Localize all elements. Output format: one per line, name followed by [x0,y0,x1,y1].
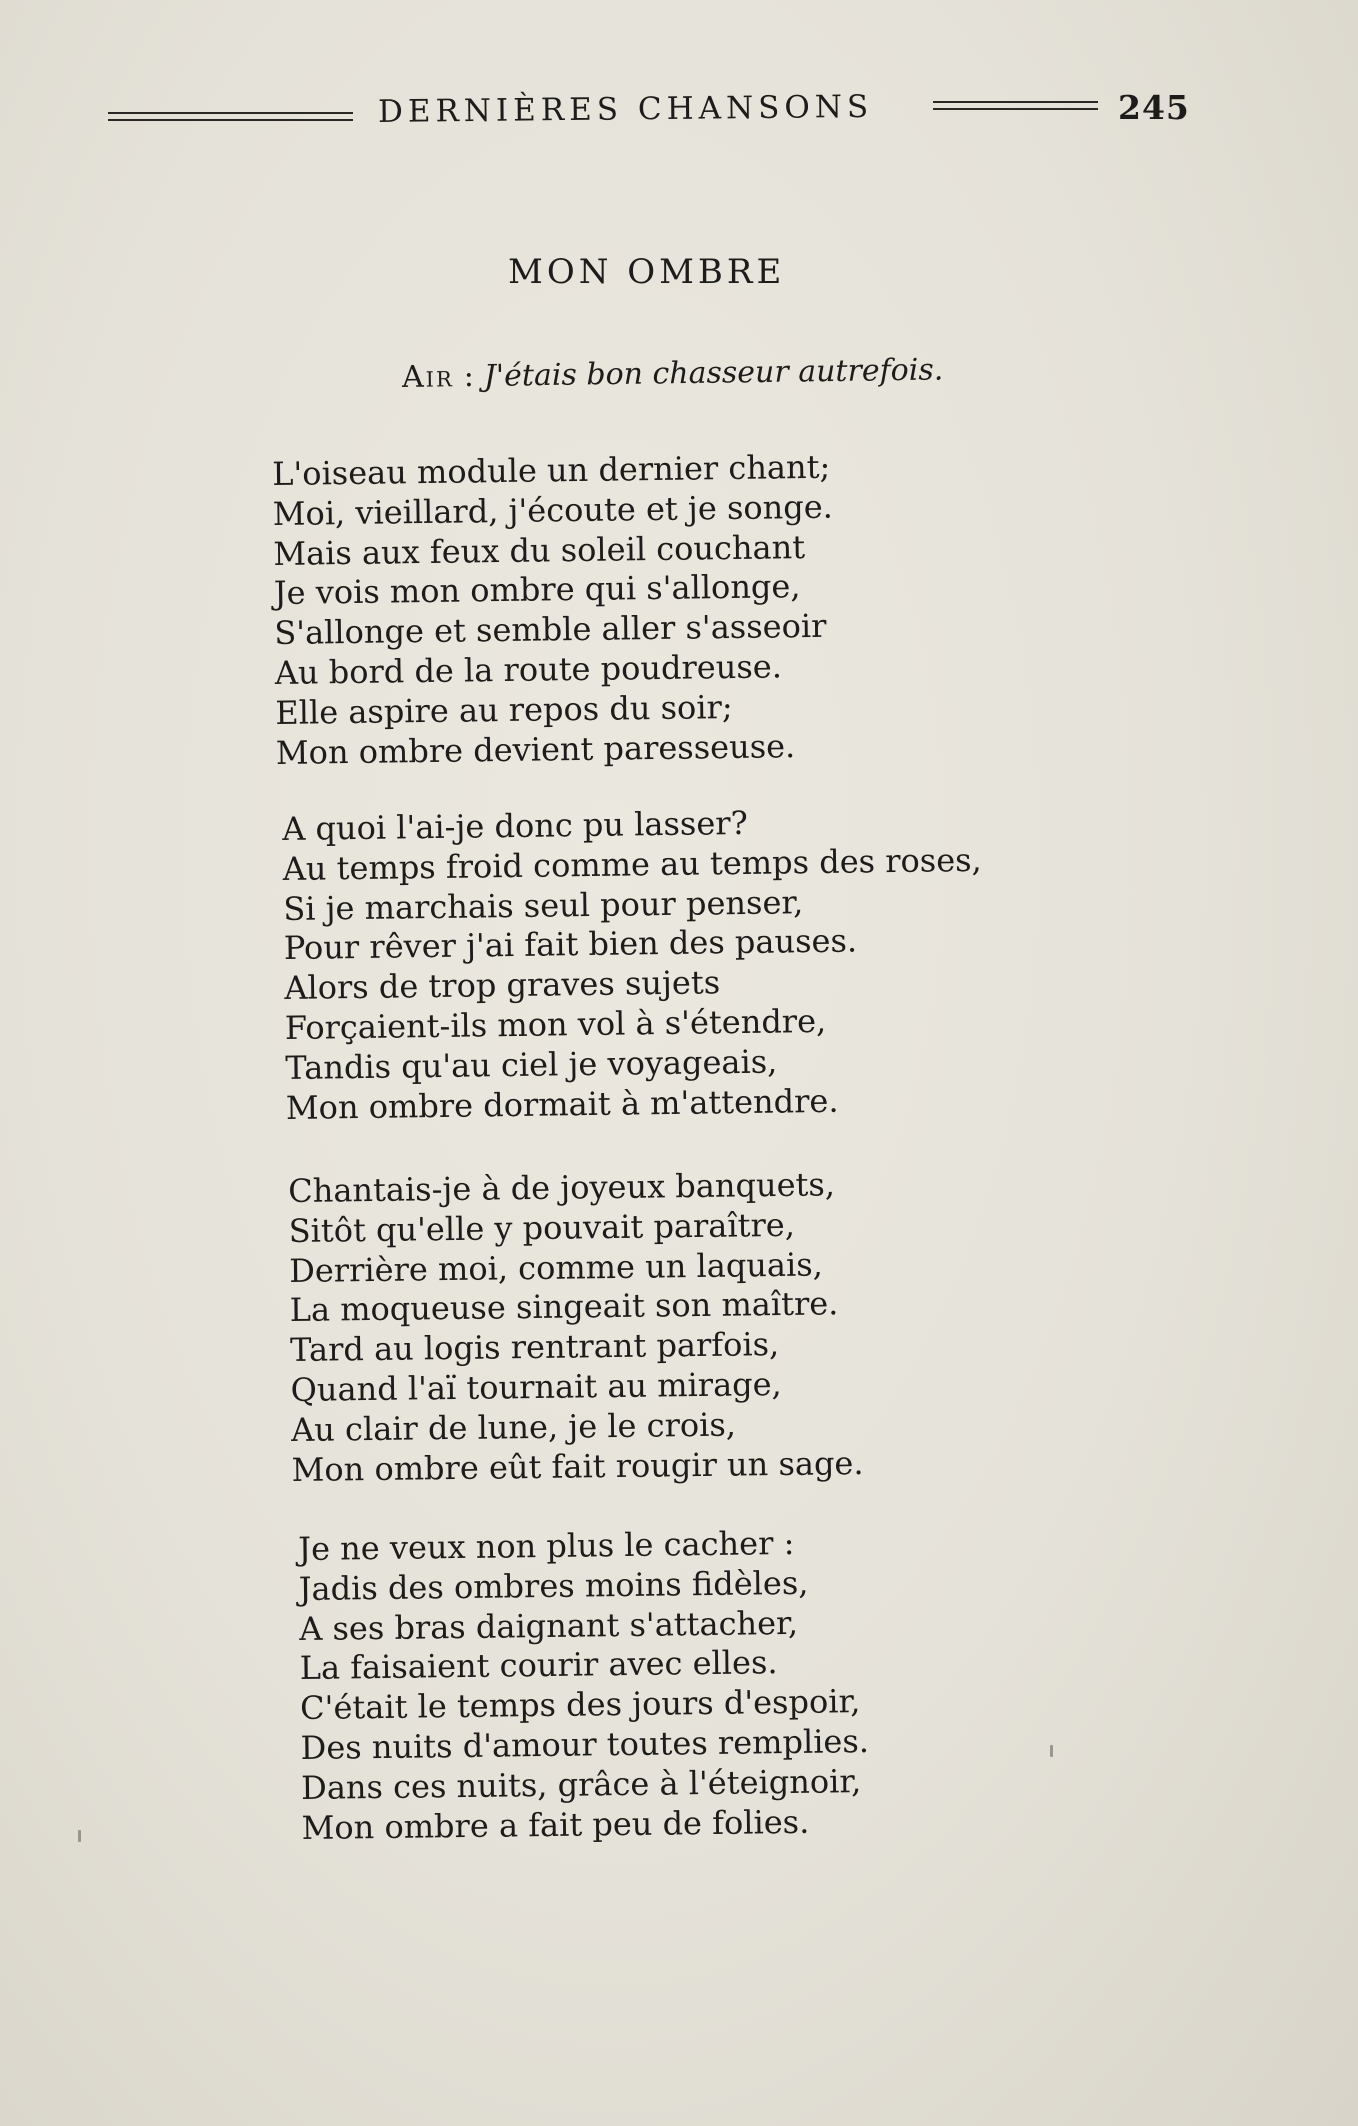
running-header [108,88,1190,130]
air-separator: : [463,358,475,395]
verse-line: Dans ces nuits, grâce à l'éteignoir, [300,1761,862,1807]
verse-line: Pour rêver j'ai fait bien des pauses. [283,921,858,968]
paper-speck [1050,1745,1053,1757]
verse-line: Mon ombre eût fait rougir un sage. [291,1443,864,1489]
verse-line: Tandis qu'au ciel je voyageais, [285,1042,778,1087]
verse-line: Au temps froid comme au temps des roses, [282,840,982,888]
verse-line: Au clair de lune, je le crois, [290,1405,737,1449]
poem-title: MON OMBRE [508,252,786,292]
verse-line: Je ne veux non plus le cacher : [298,1523,795,1568]
verse-line: Chantais-je à de joyeux banquets, [288,1165,836,1210]
verse-line: S'allonge et semble aller s'asseoir [274,606,827,653]
verse-line: Je vois mon ombre qui s'allonge, [273,567,801,613]
verse-line: Sitôt qu'elle y pouvait paraître, [288,1205,796,1250]
verse-line: Elle aspire au repos du soir; [275,687,733,732]
verse-line: Si je marchais seul pour penser, [283,882,804,928]
air-tune-title: J'étais bon chasseur autrefois. [483,352,944,394]
verse-line: C'était le temps des jours d'espoir, [299,1682,861,1728]
paper-speck [78,1830,81,1842]
verse-line: Forçaient-ils mon vol à s'étendre, [284,1001,827,1047]
stanza-1 [272,448,836,774]
running-title: DERNIÈRES CHANSONS [377,88,874,130]
stanza-2 [282,801,985,1128]
verse-line: A ses bras daignant s'attacher, [298,1603,799,1648]
verse-line: Quand l'aï tournait au mirage, [290,1364,782,1409]
verse-line: Mais aux feux du soleil couchant [273,527,806,573]
verse-line: Mon ombre a fait peu de folies. [301,1802,810,1847]
verse-line: L'oiseau module un dernier chant; [272,447,831,493]
verse-line: La moqueuse singeait son maître. [289,1284,839,1330]
verse-line: La faisaient courir avec elles. [299,1643,778,1688]
verse-line: Jadis des ombres moins fidèles, [298,1563,809,1608]
verse-line: Au bord de la route poudreuse. [274,647,783,692]
verse-line: Mon ombre devient paresseuse. [275,726,796,772]
verse-line: Alors de trop graves sujets [284,963,721,1008]
verse-line: Tard au logis rentrant parfois, [289,1325,780,1370]
verse-line: Derrière moi, comme un laquais, [288,1245,824,1290]
verse-line: Moi, vieillard, j'écoute et je songe. [272,487,834,533]
header-rule-left [108,112,353,114]
air-label: Air [401,359,455,395]
stanza-4 [298,1523,870,1848]
air-indication [402,352,944,395]
stanza-3 [288,1165,864,1490]
verse-line: A quoi l'ai-je donc pu lasser? [282,803,748,848]
verse-line: Mon ombre dormait à m'attendre. [285,1081,839,1127]
header-rule-right [933,101,1098,103]
page-number: 245 [1118,88,1190,127]
verse-line: Des nuits d'amour toutes remplies. [300,1722,870,1767]
